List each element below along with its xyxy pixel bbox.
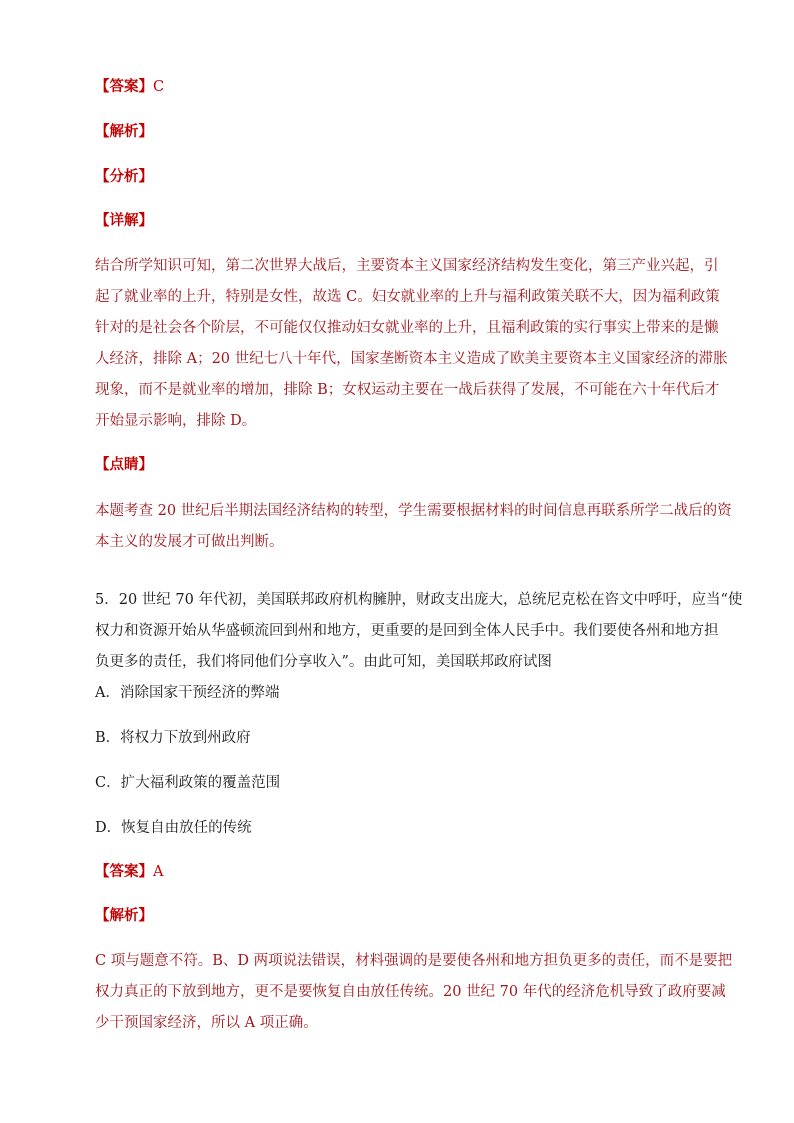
option-a [95,683,279,703]
dianjing-line: 本主义的发展才可做出判断。 [95,534,284,550]
option-b [95,728,251,748]
analysis-tag: 【解析】 [95,907,153,924]
fenxi-heading [95,167,153,187]
fenxi-tag: 【分析】 [95,168,153,185]
stem-line: 负更多的责任，我们将同他们分享收入”。由此可知，美国联邦政府试图 [95,654,552,670]
analysis-heading-1 [95,122,153,142]
analysis-line: 少干预国家经济，所以 A 项正确。 [95,1015,318,1031]
option-c [95,773,280,793]
answer-line-1 [95,77,164,97]
analysis-heading-2 [95,906,153,926]
analysis-paragraph [95,946,733,1039]
analysis-line: C 项与题意不符。B、D 两项说法错误，材料强调的是要使各州和地方担负更多的责任，而不是要把 [95,953,733,969]
detail-line: 针对的是社会各个阶层，不可能仅仅推动妇女就业率的上升，且福利政策的实行事实上带来的是懒 [95,320,719,336]
detail-tag: 【详解】 [95,212,153,229]
option-a-text: A．消除国家干预经济的弊端 [95,685,280,701]
dianjing-line: 本题考查 20 世纪后半期法国经济结构的转型，学生需要根据材料的时间信息再联系所学二战后的资 [95,503,732,519]
detail-heading [95,211,153,231]
detail-line: 起了就业率的上升，特别是女性，故选 C。妇女就业率的上升与福利政策关联不大，因为福利政策 [95,289,720,305]
option-b-text: B．将权力下放到州政府 [95,730,251,746]
detail-line: 现象，而不是就业率的增加，排除 B；女权运动主要在一战后获得了发展，不可能在六十年代后才 [95,382,720,398]
detail-line: 开始显示影响，排除 D。 [95,413,257,429]
analysis-line: 权力真正的下放到地方，更不是要恢复自由放任传统。20 世纪 70 年代的经济危机导致了政府要减 [95,984,726,1000]
dianjing-tag: 【点睛】 [95,456,153,473]
answer-line-2 [95,862,163,882]
question-5-stem [95,585,743,678]
answer-tag: 【答案】 [95,78,153,95]
detail-line: 人经济，排除 A；20 世纪七八十年代，国家垄断资本主义造成了欧美主要资本主义国家经济的滞胀 [95,351,728,367]
analysis-tag: 【解析】 [95,123,153,140]
option-c-text: C．扩大福利政策的覆盖范围 [95,775,281,791]
option-d-text: D．恢复自由放任的传统 [95,820,252,836]
answer-value: A [153,864,164,880]
stem-line: 权力和资源开始从华盛顿流回到州和地方，更重要的是回到全体人民手中。我们要使各州和地方担 [95,623,719,639]
dianjing-heading [95,455,153,475]
answer-value: C [153,79,165,95]
detail-paragraph [95,251,728,437]
answer-tag: 【答案】 [95,863,153,880]
detail-line: 结合所学知识可知，第二次世界大战后，主要资本主义国家经济结构发生变化，第三产业兴起，引 [95,258,719,274]
dianjing-paragraph [95,496,732,558]
option-d [95,818,252,838]
stem-line: 5．20 世纪 70 年代初，美国联邦政府机构臃肿，财政支出庞大，总统尼克松在咨文中呼吁，应当“使 [95,592,743,608]
